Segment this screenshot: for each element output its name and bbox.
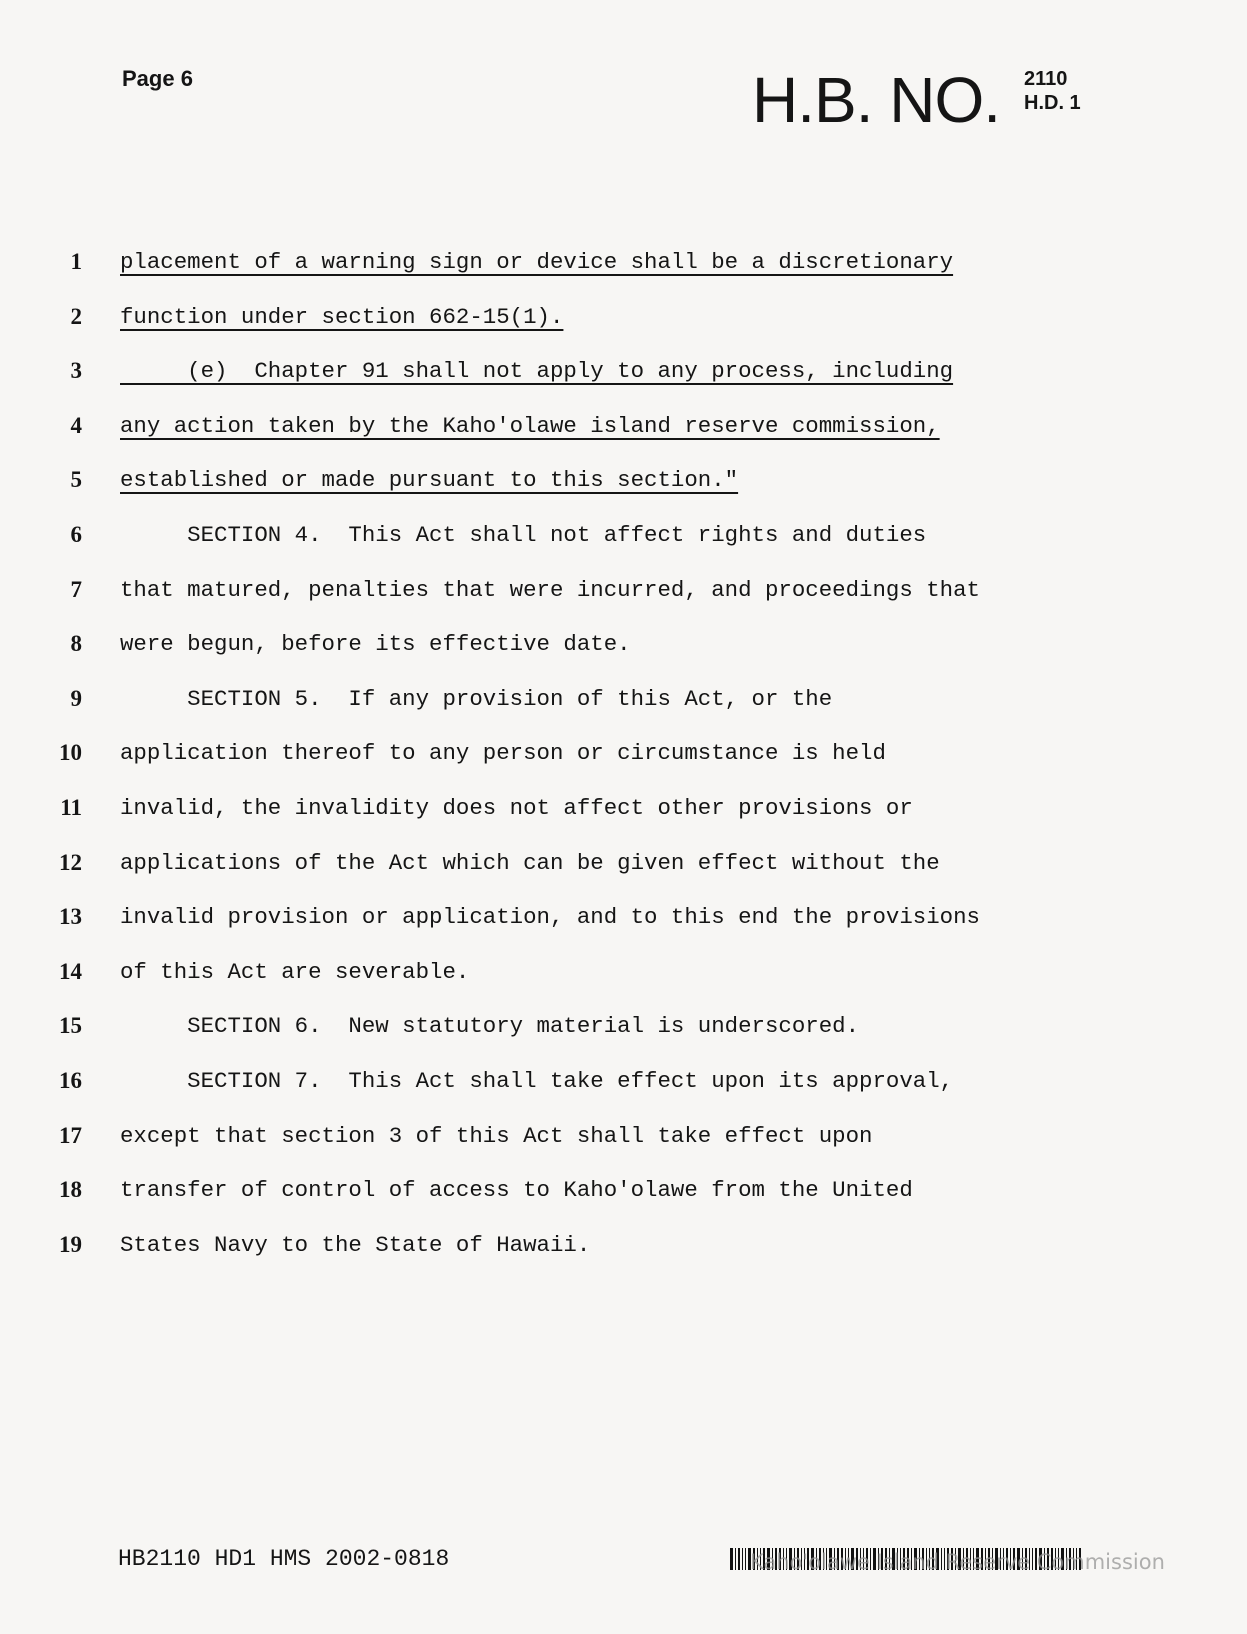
line-text: SECTION 7. This Act shall take effect upon its approval,	[120, 1068, 954, 1094]
bill-number: 2110	[1024, 68, 1068, 90]
bill-line	[0, 679, 1247, 719]
line-text: SECTION 6. New statutory material is underscored.	[120, 1013, 860, 1040]
barcode-bar	[738, 1548, 740, 1570]
bill-line	[0, 242, 1247, 282]
line-text: except that section 3 of this Act shall take effect upon	[120, 1122, 873, 1149]
line-number: 9	[70, 685, 82, 711]
bill-line	[0, 1170, 1247, 1210]
line-number: 15	[59, 1013, 82, 1039]
line-text: any action taken by the Kaho'olawe island reserve commission,	[120, 412, 940, 439]
line-text: placement of a warning sign or device shall be a discretionary	[120, 249, 954, 275]
line-number: 4	[70, 412, 82, 438]
bill-line	[0, 788, 1247, 828]
line-number: 5	[70, 467, 82, 493]
bill-line	[0, 406, 1247, 446]
barcode-bar	[742, 1548, 743, 1570]
barcode-bar	[730, 1548, 733, 1570]
line-text: that matured, penalties that were incurred, and proceedings that	[120, 576, 980, 603]
line-number: 12	[59, 849, 82, 875]
bill-title: H.B. NO.	[752, 64, 1001, 136]
document-id: HB2110 HD1 HMS 2002-0818	[118, 1546, 450, 1572]
line-text: transfer of control of access to Kaho'olawe from the United	[120, 1177, 913, 1204]
bill-line	[0, 515, 1247, 555]
line-number: 19	[59, 1231, 82, 1257]
line-number: 8	[70, 631, 82, 657]
line-text: established or made pursuant to this section."	[120, 467, 739, 494]
line-text: States Navy to the State of Hawaii.	[120, 1231, 591, 1258]
bill-line	[0, 1225, 1247, 1265]
line-number: 14	[59, 958, 82, 984]
line-number: 2	[70, 303, 82, 329]
bill-line	[0, 351, 1247, 391]
line-number: 11	[60, 795, 82, 820]
bill-line	[0, 570, 1247, 610]
bill-line	[0, 624, 1247, 664]
line-text: were begun, before its effective date.	[120, 631, 631, 658]
bill-line	[0, 1006, 1247, 1046]
bill-line	[0, 1116, 1247, 1156]
line-text: (e) Chapter 91 shall not apply to any process, including	[120, 358, 954, 385]
line-text: invalid, the invalidity does not affect other provisions or	[120, 795, 913, 821]
line-number: 10	[59, 740, 82, 766]
bill-draft: H.D. 1	[1024, 92, 1081, 114]
bill-line	[0, 1061, 1247, 1101]
bill-line	[0, 460, 1247, 500]
line-number: 17	[59, 1122, 82, 1148]
line-number: 3	[70, 358, 82, 384]
bill-line	[0, 897, 1247, 937]
line-number: 13	[59, 904, 82, 930]
barcode-bar	[735, 1548, 736, 1570]
line-text: function under section 662-15(1).	[120, 303, 564, 330]
line-number: 16	[59, 1068, 82, 1093]
watermark: Kaho'olawe Island Reserve Commission	[750, 1550, 1165, 1574]
bill-line	[0, 733, 1247, 773]
line-text: of this Act are severable.	[120, 958, 470, 985]
line-text: invalid provision or application, and to this end the provisions	[120, 904, 980, 931]
line-number: 18	[59, 1177, 82, 1203]
line-text: SECTION 4. This Act shall not affect rights and duties	[120, 522, 927, 548]
line-number: 7	[70, 576, 82, 602]
bill-line	[0, 952, 1247, 992]
line-text: applications of the Act which can be given effect without the	[120, 849, 940, 876]
page-label: Page 6	[122, 66, 193, 91]
bill-line	[0, 843, 1247, 883]
line-text: SECTION 5. If any provision of this Act, or the	[120, 685, 833, 712]
line-text: application thereof to any person or circumstance is held	[120, 740, 886, 767]
line-number: 6	[70, 522, 82, 547]
bill-line	[0, 297, 1247, 337]
barcode-bar	[745, 1548, 746, 1570]
line-number: 1	[70, 249, 82, 274]
